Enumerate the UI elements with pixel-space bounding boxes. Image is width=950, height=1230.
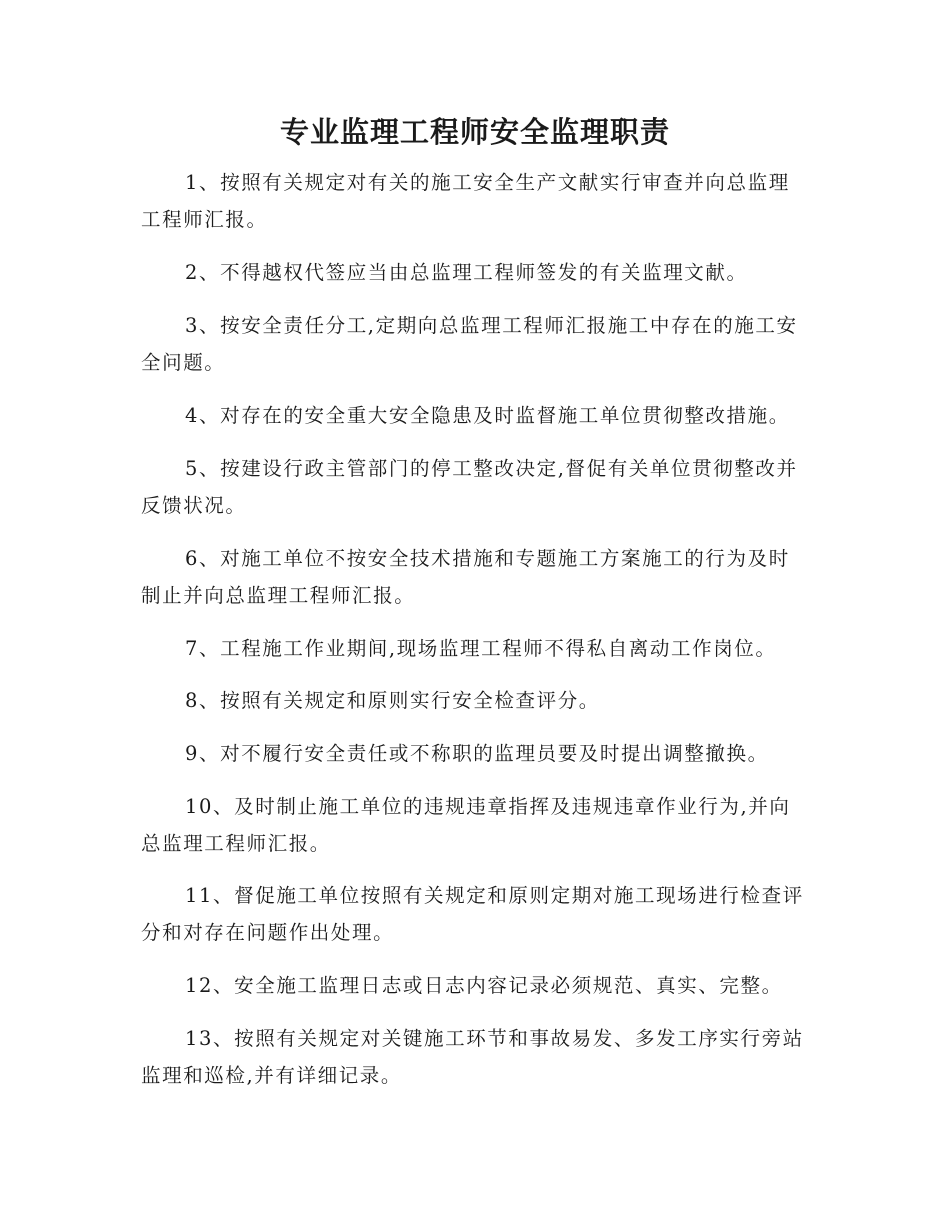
duty-item-2: 2、不得越权代签应当由总监理工程师签发的有关监理文献。 (185, 261, 748, 284)
duty-item-1: 1、按照有关规定对有关的施工安全生产文献实行审查并向总监理工程师汇报。 (141, 171, 790, 231)
document-title: 专业监理工程师安全监理职责 (279, 115, 670, 149)
duty-item-11: 11、督促施工单位按照有关规定和原则定期对施工现场进行检查评分和对存在问题作出处理。 (141, 884, 804, 944)
duty-item-12: 12、安全施工监理日志或日志内容记录必须规范、真实、完整。 (185, 974, 783, 997)
duty-item-8: 8、按照有关规定和原则实行安全检查评分。 (185, 689, 600, 712)
duty-item-10: 10、及时制止施工单位的违规违章指挥及违规违章作业行为,并向总监理工程师汇报。 (141, 795, 791, 855)
duty-item-9: 9、对不履行安全责任或不称职的监理员要及时提出调整撤换。 (185, 742, 769, 765)
duty-item-3: 3、按安全责任分工,定期向总监理工程师汇报施工中存在的施工安全问题。 (141, 314, 798, 374)
duty-item-13: 13、按照有关规定对关键施工环节和事故易发、多发工序实行旁站监理和巡检,并有详细记录。 (141, 1027, 804, 1087)
duty-item-6: 6、对施工单位不按安全技术措施和专题施工方案施工的行为及时制止并向总监理工程师汇报。 (141, 547, 790, 607)
duty-item-5: 5、按建设行政主管部门的停工整改决定,督促有关单位贯彻整改并反馈状况。 (141, 457, 798, 517)
duty-item-7: 7、工程施工作业期间,现场监理工程师不得私自离动工作岗位。 (185, 637, 777, 660)
duty-item-4: 4、对存在的安全重大安全隐患及时监督施工单位贯彻整改措施。 (185, 404, 790, 427)
